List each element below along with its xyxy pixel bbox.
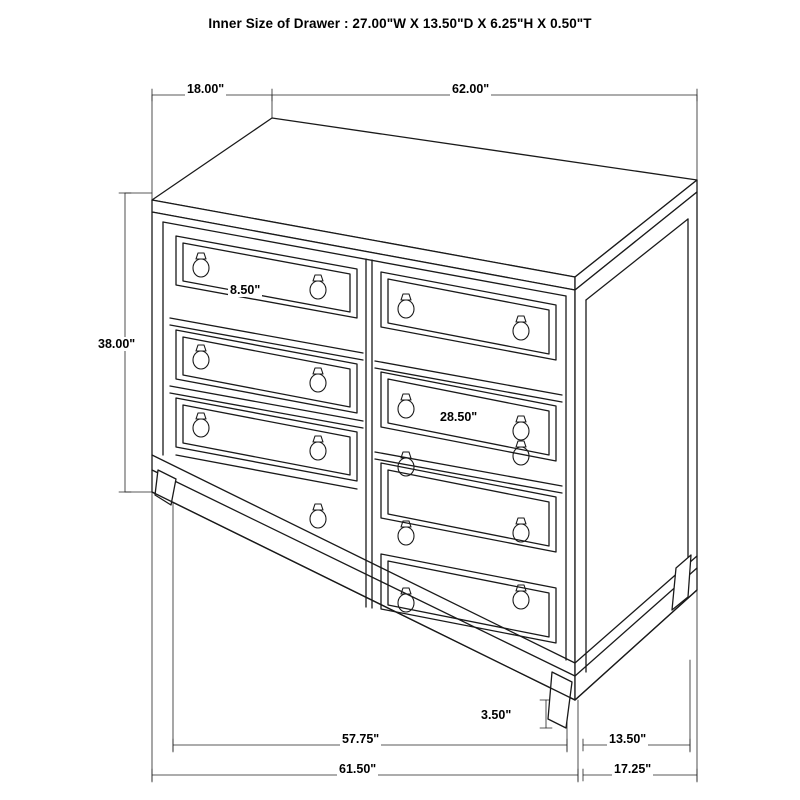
dim-base-depth-right: 13.50" <box>609 732 647 746</box>
dim-drawer-front-height: 8.50" <box>230 283 261 297</box>
dim-drawer-front-width: 28.50" <box>440 410 478 424</box>
page-title: Inner Size of Drawer : 27.00"W X 13.50"D X 6.25"H X 0.50"T <box>208 16 592 31</box>
dim-base-width-front: 57.75" <box>342 732 380 746</box>
dim-overall-width-bottom: 61.50" <box>339 762 377 776</box>
dim-overall-depth-bottom: 17.25" <box>614 762 652 776</box>
dim-leg-height: 3.50" <box>481 708 512 722</box>
dim-width-top: 62.00" <box>452 82 490 96</box>
dim-height-left: 38.00" <box>98 337 136 351</box>
dim-depth-top-left: 18.00" <box>187 82 225 96</box>
